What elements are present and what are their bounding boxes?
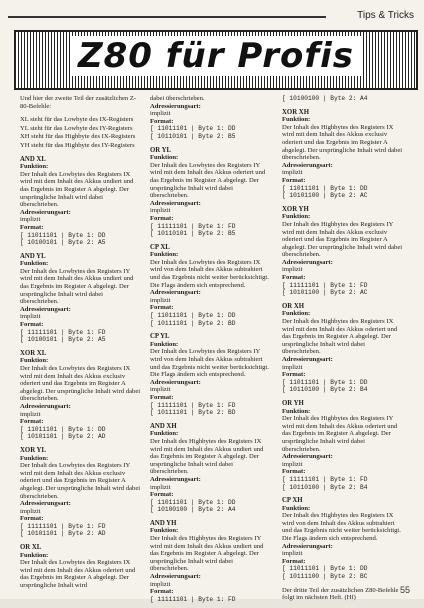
header-rule xyxy=(8,16,326,18)
instruction-description: Der Inhalt des Highbytes des Registers IY wird mit dem Inhalt des Akkus undiert und das Ergebnis im Register A abgelegt. Der ursprüngliche Inhalt wird dabei überschrieben. xyxy=(150,535,264,573)
addressing-value: implizit xyxy=(150,386,171,394)
register-definition: YH steht für das Highbyte des IY-Registers xyxy=(20,141,135,149)
addressing-label: Adressierungsart: xyxy=(150,289,201,297)
function-label: Funktion: xyxy=(282,407,311,415)
instruction-description: Der Inhalt des Lowbytes des Registers IY wird mit dem Inhalt des Akkus undiert und das Ergebnis im Register A abgelegt. Der ursprüngliche Inhalt wird dabei überschrieben. xyxy=(20,267,134,306)
addressing-value: implizit xyxy=(150,296,171,304)
instruction-section xyxy=(20,544,143,590)
addressing-value: implizit xyxy=(282,363,303,371)
function-label: Funktion: xyxy=(282,310,311,318)
instruction-description: Der Inhalt des Lowbytes des Registers IY wird mit dem Inhalt des Akkus oderiert und das Ergebnis im Register A abgelegt. Der ursprüngliche Inhalt wird dabei überschrieben. xyxy=(150,161,266,200)
addressing-label: Adressierungsart: xyxy=(20,305,71,313)
instruction-section xyxy=(150,423,273,514)
instruction-description: Der Inhalt des Highbytes des Registers IX wird mit dem Inhalt des Akkus exclusiv oderiert und das Ergebnis im Register A abgelegt. Der ursprüngliche Inhalt wird dabei überschrieben. xyxy=(282,123,403,162)
addressing-label: Adressierungsart: xyxy=(282,258,333,266)
opcode-line: [ 11111101 | Byte 1: FD xyxy=(20,328,106,336)
addressing-label: Adressierungsart: xyxy=(150,573,201,581)
instruction-description: Der Inhalt des Highbytes des Registers IY wird mit dem Inhalt des Akkus exclusiv oderiert und das Ergebnis im Register A abgelegt. Der ursprüngliche Inhalt wird dabei überschrieben. xyxy=(282,220,403,259)
addressing-label: Adressierungsart: xyxy=(282,161,333,169)
format-label: Format: xyxy=(150,304,174,312)
closing-note: Der dritte Teil der zusätzlichen Z80-Befehle folgt im nächsten Heft. (Hf) xyxy=(282,586,399,602)
addressing-value: implizit xyxy=(150,483,171,491)
register-definition: YL steht für das Lowbyte des IY-Registers xyxy=(20,124,133,132)
addressing-value: implizit xyxy=(20,216,41,224)
instruction-name: OR XH xyxy=(282,302,305,310)
opcode-line: [ 10101101 | Byte 2: AD xyxy=(20,530,106,538)
instruction-section xyxy=(282,303,405,394)
instruction-description: Der Inhalt des Lowbytes des Registers IX wird von dem Inhalt des Akkus subtrahiert und das Ergebnis nicht weiter berücksichtigt. Die Flags ändern sich entsprechend. xyxy=(150,258,269,289)
column-3 xyxy=(282,95,405,608)
instruction-section xyxy=(150,520,273,604)
article-title: Z80 für Profis xyxy=(16,36,416,76)
opcode-line: [ 11111101 | Byte 1: FD xyxy=(150,222,236,230)
instruction-name: CP YL xyxy=(150,333,170,341)
addressing-label: Adressierungsart: xyxy=(282,453,333,461)
instruction-section xyxy=(282,109,405,200)
opcode-line: [ 10101100 | Byte 2: AC xyxy=(282,289,368,297)
instruction-section xyxy=(150,147,273,238)
addressing-label: Adressierungsart: xyxy=(20,500,71,508)
instruction-name: OR YL xyxy=(150,146,172,154)
function-label: Funktion: xyxy=(282,504,311,512)
format-label: Format: xyxy=(150,491,174,499)
instruction-name: XOR YH xyxy=(282,205,309,213)
intro-text: Und hier der zweite Teil der zusätzlichen Z-80-Befehle: xyxy=(20,95,137,110)
opcode-line: [ 10100101 | Byte 2: A5 xyxy=(20,239,106,247)
instruction-section xyxy=(282,497,405,581)
addressing-label: Adressierungsart: xyxy=(282,542,333,550)
title-banner xyxy=(14,30,418,90)
instruction-description: Der Inhalt des Highbytes des Registers IY wird mit dem Inhalt des Akkus oderiert und das Ergebnis im Register A abgelegt. Der ursprüngliche Inhalt wird dabei überschrieben. xyxy=(282,415,398,453)
function-label: Funktion: xyxy=(20,454,49,462)
opcode-line: [ 10100100 | Byte 2: A4 xyxy=(282,95,368,102)
instruction-description: Der Inhalt des Lowbytes des Registers IX wird mit dem Inhalt des Akkus oderiert und das Ergebnis im Register A abgelegt. Der ursprüngliche Inhalt wird xyxy=(20,559,136,590)
instruction-section xyxy=(150,244,273,328)
addressing-label: Adressierungsart: xyxy=(20,208,71,216)
opcode-line: [ 11011101 | Byte 1: DD xyxy=(150,125,236,133)
format-label: Format: xyxy=(150,117,174,125)
continued-text: dabei überschrieben. xyxy=(150,95,205,102)
addressing-value: implizit xyxy=(282,266,303,274)
instruction-name: AND XL xyxy=(20,155,46,163)
instruction-name: XOR XL xyxy=(20,349,47,357)
opcode-line: [ 10110101 | Byte 2: B5 xyxy=(150,132,236,140)
opcode-line: [ 11011101 | Byte 1: DD xyxy=(20,425,106,433)
function-label: Funktion: xyxy=(282,116,311,124)
opcode-line: [ 10100100 | Byte 2: A4 xyxy=(150,506,236,514)
instruction-description: Der Inhalt des Lowbytes des Registers IX wird mit dem Inhalt des Akkus exclusiv oderiert und das Ergebnis im Register A abgelegt. Der ursprüngliche Inhalt wird dabei überschrieben. xyxy=(20,365,141,403)
register-definition: XL steht für das Lowbyte des IX-Registers xyxy=(20,116,134,124)
opcode-line: [ 11011101 | Byte 1: DD xyxy=(282,565,368,573)
instruction-section xyxy=(150,333,273,417)
opcode-line: [ 10110100 | Byte 2: B4 xyxy=(282,483,368,491)
function-label: Funktion: xyxy=(150,154,179,162)
column-2 xyxy=(150,95,273,603)
addressing-value: implizit xyxy=(150,580,171,588)
addressing-label: Adressierungsart: xyxy=(150,475,201,483)
opcode-line: [ 10101100 | Byte 2: AC xyxy=(282,192,368,200)
opcode-line: [ 11011101 | Byte 1: DD xyxy=(282,184,368,192)
column-1 xyxy=(20,95,143,590)
format-label: Format: xyxy=(150,393,174,401)
instruction-name: OR YH xyxy=(282,399,304,407)
function-label: Funktion: xyxy=(20,163,49,171)
instruction-description: Der Inhalt des Lowbytes des Registers IX wird mit dem Inhalt des Akkus undiert und das Ergebnis im Register A abgelegt. Der ursprüngliche Inhalt wird dabei überschrieben. xyxy=(20,170,134,209)
instruction-name: OR XL xyxy=(20,544,42,552)
function-label: Funktion: xyxy=(20,357,49,365)
format-label: Format: xyxy=(150,588,174,596)
instruction-description: Der Inhalt des Highbytes des Registers IX wird mit dem Inhalt des Akkus oderiert und das Ergebnis im Register A abgelegt. Der ursprüngliche Inhalt wird dabei überschrieben. xyxy=(282,318,398,356)
opcode-line: [ 11111101 | Byte 1: FD xyxy=(20,522,106,530)
instruction-name: XOR XH xyxy=(282,108,309,116)
addressing-value: implizit xyxy=(20,410,41,418)
instruction-section xyxy=(20,156,143,247)
opcode-line: [ 10111101 | Byte 2: BD xyxy=(150,319,236,327)
instruction-name: CP XH xyxy=(282,497,303,505)
page-number: 55 xyxy=(399,585,410,595)
addressing-label: Adressierungsart: xyxy=(150,199,201,207)
addressing-value: implizit xyxy=(282,169,303,177)
addressing-value: implizit xyxy=(282,460,303,468)
opcode-line: [ 11011101 | Byte 1: DD xyxy=(150,498,236,506)
function-label: Funktion: xyxy=(150,340,179,348)
addressing-value: implizit xyxy=(20,507,41,515)
format-label: Format: xyxy=(20,418,44,426)
addressing-value: implizit xyxy=(282,550,303,558)
function-label: Funktion: xyxy=(20,551,49,559)
format-label: Format: xyxy=(20,223,44,231)
opcode-line: [ 11111101 | Byte 1: FD xyxy=(282,475,368,483)
addressing-label: Adressierungsart: xyxy=(282,356,333,363)
format-label: Format: xyxy=(150,214,174,222)
instruction-section xyxy=(20,447,143,538)
opcode-line: [ 10110101 | Byte 2: B5 xyxy=(150,230,236,238)
instruction-section xyxy=(282,400,405,491)
instruction-section xyxy=(20,350,143,441)
addressing-value: implizit xyxy=(150,110,171,118)
format-label: Format: xyxy=(282,274,306,282)
format-label: Format: xyxy=(282,468,306,476)
function-label: Funktion: xyxy=(150,251,179,259)
opcode-line: [ 10111100 | Byte 2: BC xyxy=(282,573,368,581)
function-label: Funktion: xyxy=(150,430,179,438)
format-label: Format: xyxy=(20,515,44,523)
instruction-name: AND YH xyxy=(150,519,177,527)
format-label: Format: xyxy=(20,321,44,329)
definition-list xyxy=(20,116,143,149)
section-heading: Tips & Tricks xyxy=(357,10,414,21)
instruction-description: Der Inhalt des Lowbytes des Registers IY wird mit dem Inhalt des Akkus exclusiv oderiert und das Ergebnis im Register A abgelegt. Der ursprüngliche Inhalt wird dabei überschrieben. xyxy=(20,462,141,500)
format-label: Format: xyxy=(282,176,306,184)
register-definition: XH steht für das Highbyte des IX-Registers xyxy=(20,133,136,141)
function-label: Funktion: xyxy=(20,260,49,268)
opcode-line: [ 11111101 | Byte 1: FD xyxy=(150,595,236,603)
instruction-name: CP XL xyxy=(150,243,170,251)
opcode-line: [ 10110100 | Byte 2: B4 xyxy=(282,386,368,394)
format-label: Format: xyxy=(282,557,306,565)
function-label: Funktion: xyxy=(282,213,311,221)
function-label: Funktion: xyxy=(150,527,179,535)
opcode-line: [ 11111101 | Byte 1: FD xyxy=(150,401,236,409)
addressing-value: implizit xyxy=(20,313,41,321)
instruction-name: AND YL xyxy=(20,252,46,260)
opcode-line: [ 10100101 | Byte 2: A5 xyxy=(20,336,106,344)
opcode-line: [ 11011101 | Byte 1: DD xyxy=(20,231,106,239)
instruction-name: XOR YL xyxy=(20,446,46,454)
instruction-section xyxy=(282,206,405,297)
addressing-label: Adressierungsart: xyxy=(150,102,201,110)
opcode-line: [ 10101101 | Byte 2: AD xyxy=(20,433,106,441)
instruction-name: AND XH xyxy=(150,422,177,430)
instruction-description: Der Inhalt des Highbytes des Registers IX wird mit dem Inhalt des Akkus undiert und das Ergebnis im Register A abgelegt. Der ursprüngliche Inhalt wird dabei überschrieben. xyxy=(150,437,264,476)
opcode-line: [ 10111101 | Byte 2: BD xyxy=(150,409,236,417)
instruction-section xyxy=(20,253,143,344)
opcode-line: [ 11011101 | Byte 1: DD xyxy=(282,378,368,386)
addressing-value: implizit xyxy=(150,207,171,215)
opcode-line: [ 11111101 | Byte 1: FD xyxy=(282,281,368,289)
instruction-description: Der Inhalt des Highbytes des Registers IX wird von dem Inhalt des Akkus subtrahiert und das Ergebnis nicht weiter berücksichtigt. Die Flags ändern sich entsprechend. xyxy=(282,512,401,543)
addressing-label: Adressierungsart: xyxy=(20,402,71,410)
format-label: Format: xyxy=(282,371,306,379)
opcode-line: [ 11011101 | Byte 1: DD xyxy=(150,312,236,320)
instruction-description: Der Inhalt des Lowbytes des Registers IY wird von dem Inhalt des Akkus subtrahiert und das Ergebnis nicht weiter berücksichtigt. Die Flags ändern sich entsprechend. xyxy=(150,348,269,379)
addressing-label: Adressierungsart: xyxy=(150,378,201,386)
